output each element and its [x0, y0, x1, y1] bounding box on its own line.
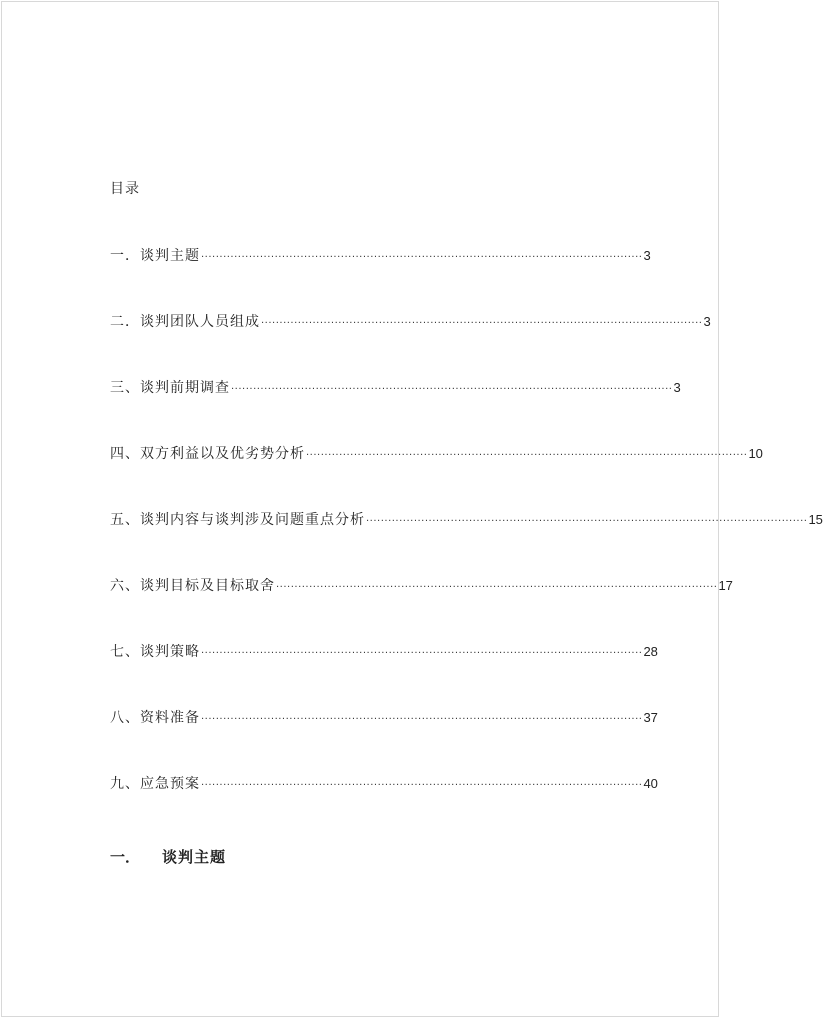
toc-entry: [110, 311, 711, 377]
toc-entry-label: 九、应急预案: [110, 776, 200, 792]
toc-entry-page: 10: [748, 446, 763, 461]
toc-entry-label: 二．谈判团队人员组成: [110, 314, 260, 330]
toc-entry: [110, 443, 763, 509]
toc-entry-label: 五、谈判内容与谈判涉及问题重点分析: [110, 512, 365, 528]
toc-entry-label: 一．谈判主题: [110, 248, 200, 264]
section-title: 谈判主题: [162, 848, 227, 866]
toc-entry-page: 3: [703, 314, 711, 329]
toc-entry: [110, 245, 651, 311]
toc-leader-dots: ························································································································: [231, 384, 673, 395]
toc-entry-label: 六、谈判目标及目标取舍: [110, 578, 275, 594]
toc-title: 目录: [110, 181, 140, 197]
document-page: [1, 1, 823, 1017]
toc-leader-dots: ························································································································: [201, 780, 643, 791]
toc-entry: [110, 773, 658, 839]
toc-entry-label: 七、谈判策略: [110, 644, 200, 660]
toc-entry-page: 40: [643, 776, 658, 791]
toc-leader-dots: ························································································································: [306, 450, 748, 461]
toc-entry-page: 15: [808, 512, 823, 527]
toc-entry: [110, 575, 733, 641]
table-of-contents: [110, 245, 823, 839]
toc-entry-page: 37: [643, 710, 658, 725]
toc-entry-label: 三、谈判前期调查: [110, 380, 230, 396]
toc-entry: [110, 377, 681, 443]
toc-leader-dots: ························································································································: [201, 648, 643, 659]
toc-leader-dots: ························································································································: [201, 714, 643, 725]
toc-entry-label: 四、双方利益以及优劣势分析: [110, 446, 305, 462]
toc-leader-dots: ························································································································: [201, 252, 643, 263]
toc-entry-page: 28: [643, 644, 658, 659]
toc-leader-dots: ························································································································: [261, 318, 703, 329]
section-number: 一．: [110, 848, 141, 866]
toc-entry: [110, 641, 658, 707]
toc-entry-page: 3: [673, 380, 681, 395]
section-heading: [110, 846, 226, 867]
toc-entry-page: 3: [643, 248, 651, 263]
toc-entry-label: 八、资料准备: [110, 710, 200, 726]
toc-leader-dots: ························································································································: [366, 516, 808, 527]
toc-entry: [110, 707, 658, 773]
toc-entry-page: 17: [718, 578, 733, 593]
toc-leader-dots: ························································································································: [276, 582, 718, 593]
toc-entry: [110, 509, 823, 575]
